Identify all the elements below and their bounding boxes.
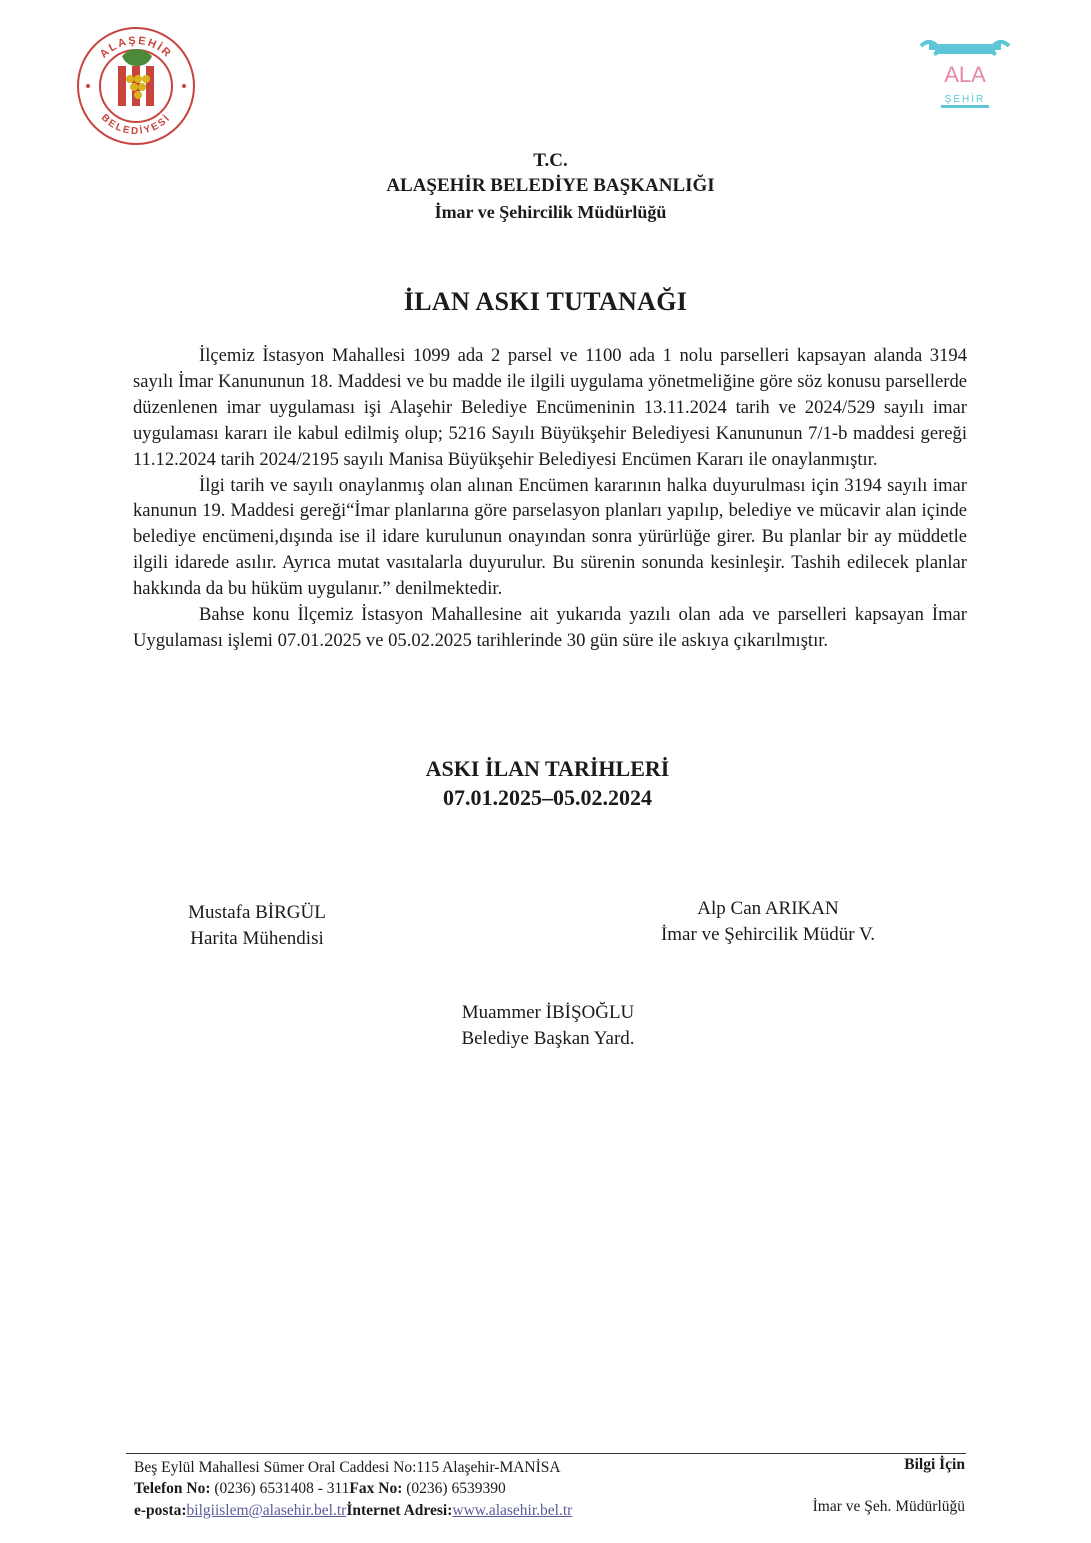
signatory-role: Harita Mühendisi	[190, 928, 324, 949]
signature-block	[150, 900, 364, 952]
document-title: İLAN ASKI TUTANAĞI	[403, 287, 688, 316]
email-link[interactable]: bilgiislem@alasehir.bel.tr	[186, 1502, 347, 1519]
fax-value: (0236) 6539390	[402, 1480, 506, 1497]
header-department: İmar ve Şehircilik Müdürlüğü	[434, 202, 667, 222]
body-paragraph-1: İlçemiz İstasyon Mahallesi 1099 ada 2 parsel ve 1100 ada 1 nolu parselleri kapsayan alanda 3194 sayılı İmar Kanununun 18. Maddesi ve bu madde ile ilgili uygulama yönetmeliğine göre söz konusu parsellerde düzenlenen imar uygulaması işi Alaşehir Belediye Encümeninin 13.11.2024 tarih ve 2024/529 sayılı imar uygulaması kararı ile kabul edilmiş olup; 5216 Sayılı Büyükşehir Belediyesi Kanununun 7/1-b maddesi gereği 11.12.2024 tarih 2024/2195 sayılı Manisa Büyükşehir Belediyesi Encümen Kararı ile onaylanmıştır.	[133, 345, 967, 470]
signatory-role: İmar ve Şehircilik Müdür V.	[660, 924, 876, 945]
signatory-name: Muammer İBİŞOĞLU	[461, 1002, 635, 1023]
signatory-name: Mustafa BİRGÜL	[188, 902, 326, 923]
municipality-seal-icon	[74, 24, 198, 148]
svg-text:ALAŞEHİR: ALAŞEHİR	[97, 34, 175, 61]
footer-divider	[126, 1453, 966, 1454]
signatory-role: Belediye Başkan Yard.	[461, 1028, 635, 1049]
svg-text:ALA: ALA	[944, 62, 986, 87]
fax-label: Fax No:	[349, 1480, 403, 1497]
footer-address: Beş Eylül Mahallesi Sümer Oral Caddesi No:115 Alaşehir-MANİSA	[134, 1459, 561, 1476]
signatory-name: Alp Can ARIKAN	[697, 898, 839, 919]
website-link[interactable]: www.alasehir.bel.tr	[452, 1502, 573, 1519]
dates-heading: ASKI İLAN TARİHLERİ	[425, 756, 670, 781]
signature-block	[410, 1000, 686, 1052]
body-paragraph-2: İlgi tarih ve sayılı onaylanmış olan alınan Encümen kararının halka duyurulması için 3194 sayılı imar kanunun 19. Maddesi gereği“İmar planlarına göre parselasyon planları yapılıp, belediye ve mücavir alan içinde belediye encümeni,dışında ise il idare kurulunun onayından sonra yürürlüğe girer. Bu planlar bir ay müddetle ilgili idarede asılır. Ayrıca mutat vasıtalarla duyurulur. Bu sürenin sonunda kesinleşir. Tashih edilecek planlar hakkında da bu hüküm uygulanır.” denilmektedir.	[133, 474, 967, 600]
body-paragraph-3: Bahse konu İlçemiz İstasyon Mahallesine ait yukarıda yazılı olan ada ve parselleri kapsayan İmar Uygulaması işlemi 07.01.2025 ve 05.02.2025 tarihlerinde 30 gün süre ile askıya çıkarılmıştır.	[133, 604, 967, 651]
footer-department: İmar ve Şeh. Müdürlüğü	[812, 1498, 965, 1515]
signature-block	[618, 896, 918, 948]
phone-value: (0236) 6531408 - 311	[210, 1480, 350, 1497]
ala-sehir-column-logo-icon	[915, 36, 1015, 112]
dates-range: 07.01.2025–05.02.2024	[443, 785, 652, 810]
web-label: İnternet Adresi:	[346, 1502, 453, 1519]
phone-label: Telefon No:	[134, 1480, 211, 1497]
footer-contact-line	[134, 1480, 506, 1498]
header-organization: ALAŞEHİR BELEDİYE BAŞKANLIĞI	[386, 175, 715, 196]
header-tc: T.C.	[533, 150, 568, 171]
svg-text:BELEDİYESİ: BELEDİYESİ	[98, 112, 174, 138]
footer-web-line	[134, 1502, 572, 1520]
svg-text:ŞEHİR: ŞEHİR	[944, 94, 986, 105]
footer-info-label: Bilgi İçin	[904, 1456, 965, 1473]
document-body	[133, 343, 967, 654]
email-label: e-posta:	[134, 1502, 187, 1519]
